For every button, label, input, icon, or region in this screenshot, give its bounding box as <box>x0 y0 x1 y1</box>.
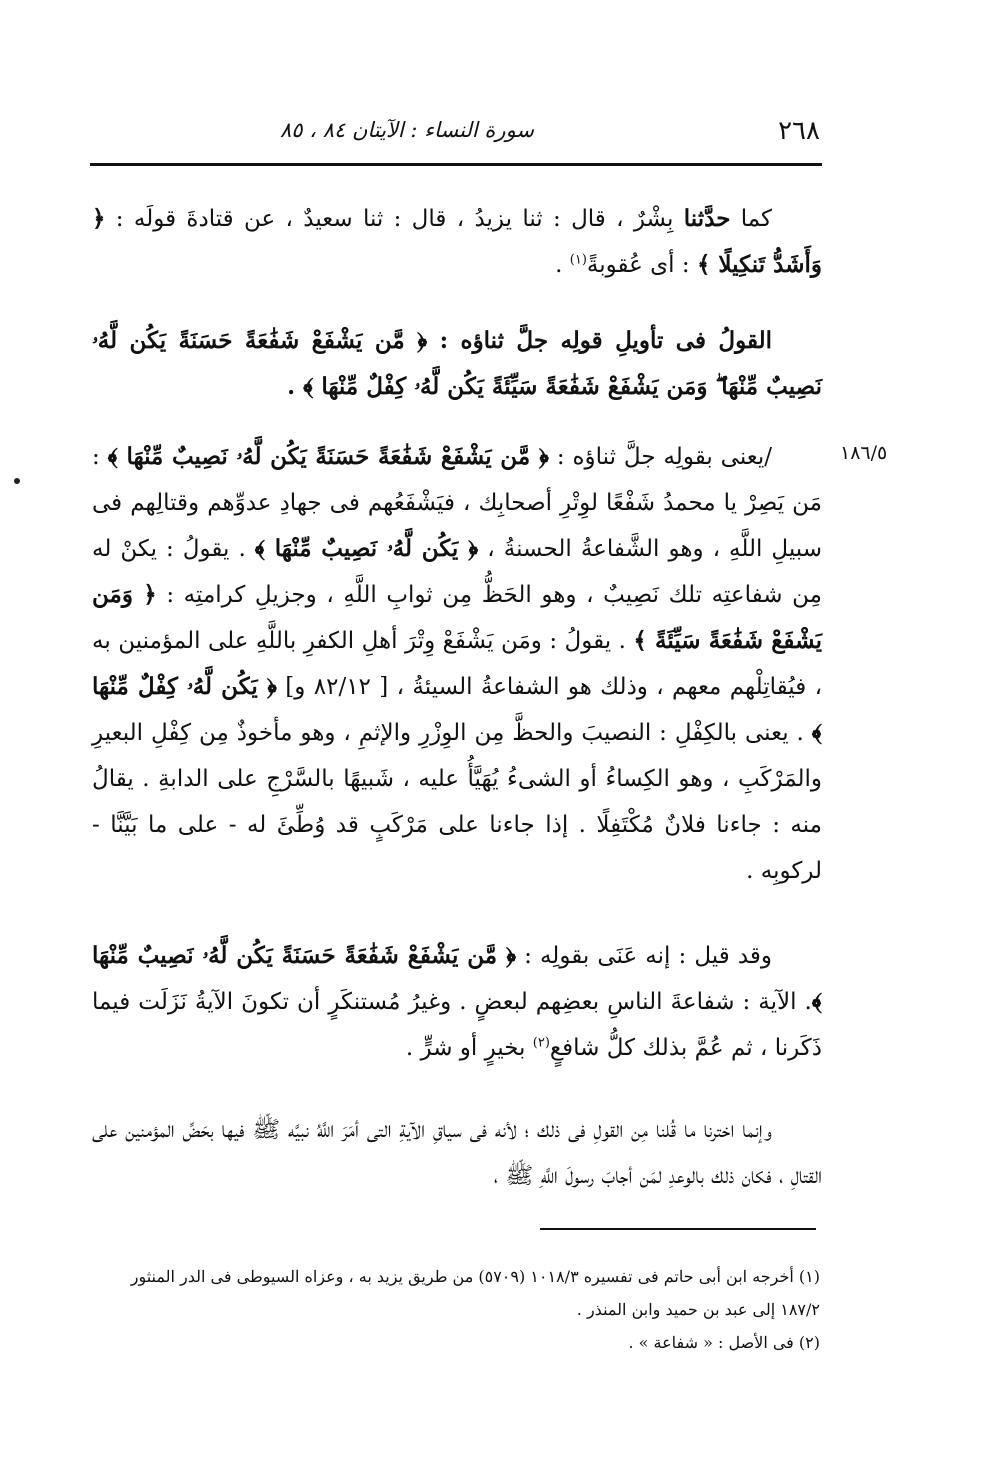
p3-text-1: /يعنى بقولِه جلَّ ثناؤه : <box>548 444 773 470</box>
p3-text-5: . يعنى بالكِفْلِ : النصيبَ والحظَّ مِن الوِزْرِ والإثمِ ، وهو مأخوذٌ مِن كِفْلِ البعيرِ والمَرْكَبِ ، وهو الكِساءُ أو الشىءُ يُهَيَّأُ عليه ، شَبيهًا بالسَّرْجِ على الدابةِ . يقالُ منه : جاءنا فلانٌ مُكْتَفِلًا . إذا جاءنا على مَرْكَبٍ قد وُطِّئَ له - على ما بَيَّنَّا - لركوبِه . <box>92 720 822 884</box>
p3-text-4: . يقولُ : ومَن يَشْفَعْ وِتْرَ أهلِ الكفرِ باللَّهِ على المؤمنين به ، فيُقاتِلْهم معهم ، وذلك هو الشفاعةُ السيئةُ ، [ ٨٢/١٢ و] <box>92 628 822 700</box>
paragraph-3 <box>92 434 822 894</box>
p3-quran-3: ﴿ وَمَن يَشْفَعْ شَفَٰعَةً سَيِّئَةً ﴾ <box>92 581 822 654</box>
p4-text-1: وقد قيل : إنه عَنَى بقولِه : <box>516 943 772 969</box>
heading-end: . <box>287 373 304 400</box>
paragraph-4 <box>92 933 822 1071</box>
footnote-ref-2[interactable]: (٢) <box>532 1035 550 1051</box>
header-rule <box>90 163 822 166</box>
footnote-2: (٢) فى الأصل : « شفاعة » . <box>628 1333 820 1352</box>
footnote-1: (١) أخرجه ابن أبى حاتم فى تفسيره ١٠١٨/٣ (٥٧٠٩) من طريق يزيد به ، وعزاه السيوطى فى الدر المنثور ١٨٧/٢ إلى عبد بن حميد وابن المنذر . <box>130 1267 820 1319</box>
paragraph-1 <box>92 196 822 288</box>
p5-text: وإنما اخترنا ما قُلنا مِن القولِ فى ذلك ؛ لأنه فى سياقِ الآيةِ التى أمَرَ اللَّهُ نبيَّه ﷺ فيها بحَضِّ المؤمنين على القتالِ ، فكان ذلك بالوعدِ لمَن أجابَ رسولَ اللَّهِ ﷺ ، <box>92 1117 822 1189</box>
p3-quran-2: ﴿ يَكُن لَّهُۥ نَصِيبٌ مِّنْهَا ﴾ <box>254 535 479 562</box>
p1-text-d: : أى عُقوبةً <box>586 252 697 278</box>
heading-text: القولُ فى تأويلِ قولِه جلَّ ثناؤه : <box>427 327 772 354</box>
p3-text-2: : مَن يَصِرْ يا محمدُ شَفْعًا لوِتْرِ أصحابِك ، فيَشْفَعُهم فى جهادِ عدوِّهم وقتالِهم فى سبيلِ اللَّهِ ، وهو الشَّفاعةُ الحسنةُ ، <box>92 444 823 562</box>
p3-quran-1: ﴿ مَّن يَشْفَعْ شَفَٰعَةً حَسَنَةً يَكُن لَّهُۥ نَصِيبٌ مِّنْهَا ﴾ <box>107 443 549 470</box>
p3-quran-4: ﴿ يَكُن لَّهُۥ كِفْلٌ مِّنْهَا ﴾ <box>92 673 822 746</box>
p4-text-3: بخيرٍ أو شرٍّ . <box>405 1035 533 1061</box>
page-number: ٢٦٨ <box>778 116 820 146</box>
p1-narrator: حدَّثنا <box>683 205 731 232</box>
paragraph-5 <box>92 1107 822 1199</box>
heading-quran: ﴿ مَّن يَشْفَعْ شَفَٰعَةً حَسَنَةً يَكُن لَّهُۥ نَصِيبٌ مِّنْهَا ۖ وَمَن يَشْفَعْ شَفَٰعَةً سَيِّئَةً يَكُن لَّهُۥ كِفْلٌ مِّنْهَا ﴾ <box>92 327 822 400</box>
p4-text-2: . الآية : شفاعةَ الناسِ بعضِهم لبعضٍ . وغيرُ مُستنكَرٍ أن تكونَ الآيةُ نَزَلَت فيما ذَكَرنا ، ثم عُمَّ بذلك كلُّ شافعٍ <box>92 989 822 1061</box>
p1-text-e: . <box>555 252 570 278</box>
p4-quran-1: ﴿ مَّن يَشْفَعْ شَفَٰعَةً حَسَنَةً يَكُن لَّهُۥ نَصِيبٌ مِّنْهَا ﴾ <box>92 942 822 1015</box>
margin-reference: ١٨٦/٥ <box>840 442 888 464</box>
p1-text-a: كما <box>730 206 772 232</box>
p3-text-3: . يقولُ : يكنْ له مِن شفاعتِه تلك نَصِيبٌ ، وهو الحَظُّ مِن ثوابِ اللَّهِ ، وجزيلِ كرامتِه : <box>92 536 822 608</box>
section-heading <box>92 318 822 410</box>
running-title: سورة النساء : الآيتان ٨٤ ، ٨٥ <box>280 118 535 142</box>
footnotes <box>92 1260 820 1359</box>
p1-quran: ﴿ وَأَشَدُّ تَنكِيلًا ﴾ <box>92 205 822 278</box>
p1-text-c: بِشْرٌ ، قال : ثنا يزيدُ ، قال : ثنا سعيدٌ ، عن قتادةَ قولَه : <box>105 206 684 232</box>
footnote-ref-1[interactable]: (١) <box>569 252 587 268</box>
page-header <box>90 108 820 158</box>
margin-mark <box>14 478 20 484</box>
footnote-rule <box>540 1228 816 1230</box>
